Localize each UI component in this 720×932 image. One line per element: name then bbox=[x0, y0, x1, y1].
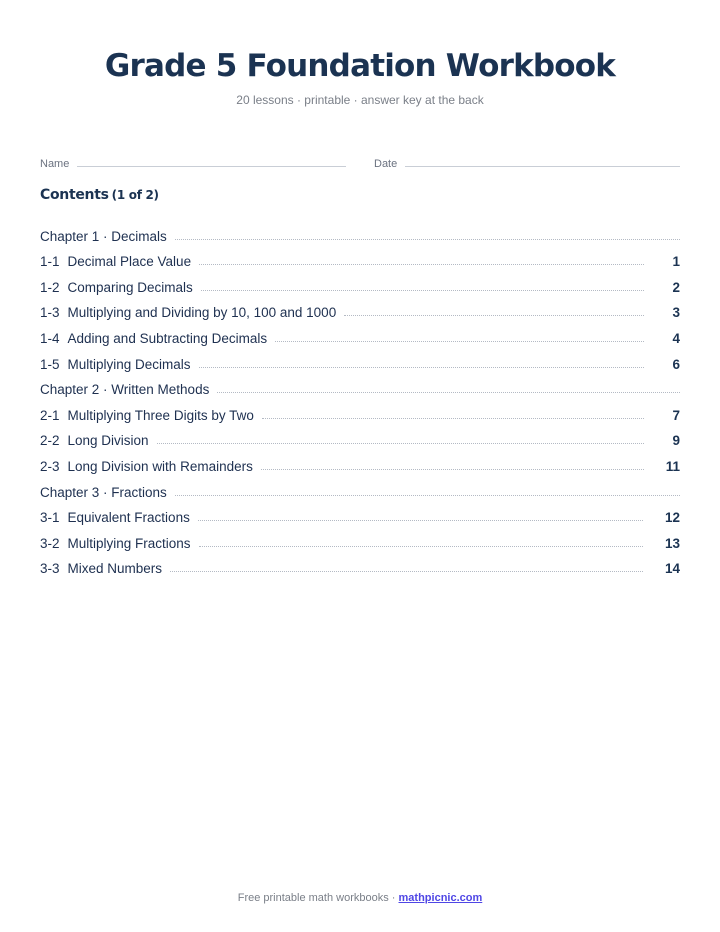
dot-leader bbox=[344, 315, 644, 316]
lesson-number: 2-2 bbox=[40, 433, 60, 449]
toc-lesson-row[interactable] bbox=[40, 269, 680, 295]
dot-leader bbox=[198, 520, 643, 521]
contents-heading bbox=[40, 185, 159, 205]
toc-lesson-row[interactable] bbox=[40, 295, 680, 321]
contents-title: Contents bbox=[40, 187, 109, 203]
page-number: 2 bbox=[672, 279, 680, 295]
toc-lesson-row[interactable] bbox=[40, 244, 680, 270]
date-label: Date bbox=[374, 158, 398, 170]
date-field[interactable] bbox=[374, 157, 680, 171]
toc-lesson-row[interactable] bbox=[40, 551, 680, 577]
toc-chapter-row bbox=[40, 218, 680, 244]
chapter-title: Chapter 1 · Decimals bbox=[40, 228, 167, 244]
name-field[interactable] bbox=[40, 157, 346, 171]
name-label: Name bbox=[40, 158, 70, 170]
lesson-title: Comparing Decimals bbox=[67, 279, 193, 295]
dot-leader bbox=[199, 264, 644, 265]
dot-leader bbox=[261, 469, 644, 470]
lesson-title: Multiplying Three Digits by Two bbox=[67, 407, 254, 423]
footer-link[interactable]: mathpicnic.com bbox=[398, 892, 483, 904]
page-number: 12 bbox=[664, 510, 680, 526]
lesson-number: 1-1 bbox=[40, 254, 60, 270]
name-date-row bbox=[40, 157, 680, 173]
lesson-title: Mixed Numbers bbox=[67, 561, 163, 577]
lesson-title: Adding and Subtracting Decimals bbox=[67, 330, 268, 346]
page-subtitle: 20 lessons · printable · answer key at the back bbox=[236, 93, 484, 107]
page-number: 7 bbox=[672, 407, 680, 423]
lesson-title: Equivalent Fractions bbox=[67, 510, 190, 526]
toc-chapter-row bbox=[40, 372, 680, 398]
dot-leader bbox=[275, 341, 644, 342]
chapter-title: Chapter 3 · Fractions bbox=[40, 484, 167, 500]
page-number: 3 bbox=[672, 305, 680, 321]
lesson-number: 3-3 bbox=[40, 561, 60, 577]
dot-leader bbox=[201, 290, 644, 291]
lesson-title: Multiplying and Dividing by 10, 100 and 1000 bbox=[67, 305, 337, 321]
lesson-number: 1-5 bbox=[40, 356, 60, 372]
page-number: 14 bbox=[664, 561, 680, 577]
dot-leader bbox=[217, 392, 680, 393]
toc-lesson-row[interactable] bbox=[40, 448, 680, 474]
contents-part: (1 of 2) bbox=[111, 188, 159, 202]
page-number: 11 bbox=[665, 458, 680, 474]
dot-leader bbox=[157, 443, 644, 444]
lesson-title: Long Division with Remainders bbox=[67, 458, 253, 474]
lesson-title: Multiplying Decimals bbox=[67, 356, 191, 372]
footer bbox=[0, 891, 720, 905]
page-number: 13 bbox=[664, 535, 680, 551]
dot-leader bbox=[170, 571, 643, 572]
page-number: 6 bbox=[672, 356, 680, 372]
lesson-number: 3-1 bbox=[40, 510, 60, 526]
lesson-title: Long Division bbox=[67, 433, 149, 449]
page-number: 1 bbox=[672, 254, 680, 270]
lesson-title: Multiplying Fractions bbox=[67, 535, 191, 551]
page-number: 4 bbox=[672, 330, 680, 346]
toc-lesson-row[interactable] bbox=[40, 320, 680, 346]
table-of-contents bbox=[40, 218, 680, 576]
dot-leader bbox=[175, 239, 680, 240]
page-number: 9 bbox=[672, 433, 680, 449]
toc-lesson-row[interactable] bbox=[40, 346, 680, 372]
toc-chapter-row bbox=[40, 474, 680, 500]
date-line bbox=[405, 166, 680, 167]
toc-lesson-row[interactable] bbox=[40, 500, 680, 526]
dot-leader bbox=[175, 495, 680, 496]
page-title: Grade 5 Foundation Workbook bbox=[104, 48, 616, 84]
lesson-number: 3-2 bbox=[40, 535, 60, 551]
dot-leader bbox=[199, 367, 644, 368]
lesson-number: 1-3 bbox=[40, 305, 60, 321]
chapter-title: Chapter 2 · Written Methods bbox=[40, 382, 210, 398]
name-line bbox=[77, 166, 346, 167]
lesson-number: 1-2 bbox=[40, 279, 60, 295]
toc-lesson-row[interactable] bbox=[40, 525, 680, 551]
lesson-number: 1-4 bbox=[40, 330, 60, 346]
toc-lesson-row[interactable] bbox=[40, 423, 680, 449]
toc-lesson-row[interactable] bbox=[40, 397, 680, 423]
dot-leader bbox=[262, 418, 644, 419]
lesson-title: Decimal Place Value bbox=[67, 254, 192, 270]
footer-text: Free printable math workbooks · bbox=[237, 892, 399, 904]
dot-leader bbox=[199, 546, 643, 547]
lesson-number: 2-3 bbox=[40, 458, 60, 474]
lesson-number: 2-1 bbox=[40, 407, 60, 423]
